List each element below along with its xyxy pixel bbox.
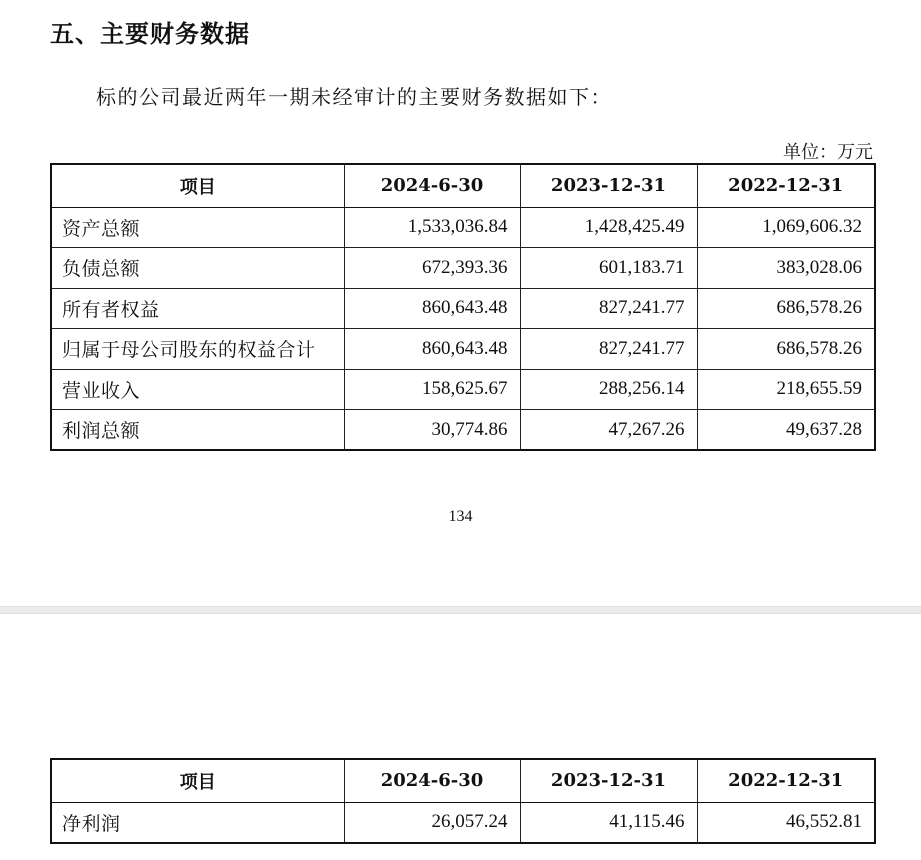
cell-value: 827,241.77 — [520, 329, 697, 370]
section-heading: 五、主要财务数据 — [50, 20, 250, 48]
intro-paragraph: 标的公司最近两年一期未经审计的主要财务数据如下： — [96, 85, 612, 109]
row-label: 归属于母公司股东的权益合计 — [51, 329, 344, 370]
table-row — [51, 288, 875, 329]
row-label: 负债总额 — [51, 248, 344, 289]
cell-value: 1,069,606.32 — [697, 207, 875, 248]
table-row — [51, 802, 875, 843]
cell-value: 686,578.26 — [697, 329, 875, 370]
unit-label: 单位：万元 — [783, 142, 873, 163]
cell-value: 158,625.67 — [344, 369, 520, 410]
row-label: 所有者权益 — [51, 288, 344, 329]
header-2024-6-30: 2024-6-30 — [344, 164, 520, 207]
cell-value: 1,533,036.84 — [344, 207, 520, 248]
cell-value: 30,774.86 — [344, 410, 520, 451]
table-row — [51, 207, 875, 248]
header-item: 项目 — [51, 164, 344, 207]
cell-value: 41,115.46 — [520, 802, 697, 843]
table-row — [51, 248, 875, 289]
cell-value: 1,428,425.49 — [520, 207, 697, 248]
header-2022-12-31: 2022-12-31 — [697, 759, 875, 802]
row-label: 净利润 — [51, 802, 344, 843]
row-label: 利润总额 — [51, 410, 344, 451]
cell-value: 383,028.06 — [697, 248, 875, 289]
document-page-next — [0, 614, 921, 860]
cell-value: 860,643.48 — [344, 288, 520, 329]
page-number: 134 — [448, 508, 473, 525]
header-2023-12-31: 2023-12-31 — [520, 759, 697, 802]
table-header-row — [51, 164, 875, 207]
row-label: 资产总额 — [51, 207, 344, 248]
financial-data-table-continued — [50, 758, 876, 844]
table-row — [51, 410, 875, 451]
table-row — [51, 329, 875, 370]
table-header-row — [51, 759, 875, 802]
header-item: 项目 — [51, 759, 344, 802]
cell-value: 288,256.14 — [520, 369, 697, 410]
cell-value: 218,655.59 — [697, 369, 875, 410]
financial-data-table — [50, 163, 876, 451]
header-2024-6-30: 2024-6-30 — [344, 759, 520, 802]
cell-value: 860,643.48 — [344, 329, 520, 370]
cell-value: 47,267.26 — [520, 410, 697, 451]
row-label: 营业收入 — [51, 369, 344, 410]
cell-value: 46,552.81 — [697, 802, 875, 843]
table-row — [51, 369, 875, 410]
cell-value: 49,637.28 — [697, 410, 875, 451]
cell-value: 686,578.26 — [697, 288, 875, 329]
cell-value: 601,183.71 — [520, 248, 697, 289]
cell-value: 672,393.36 — [344, 248, 520, 289]
cell-value: 827,241.77 — [520, 288, 697, 329]
page-separator — [0, 606, 921, 614]
header-2023-12-31: 2023-12-31 — [520, 164, 697, 207]
header-2022-12-31: 2022-12-31 — [697, 164, 875, 207]
cell-value: 26,057.24 — [344, 802, 520, 843]
